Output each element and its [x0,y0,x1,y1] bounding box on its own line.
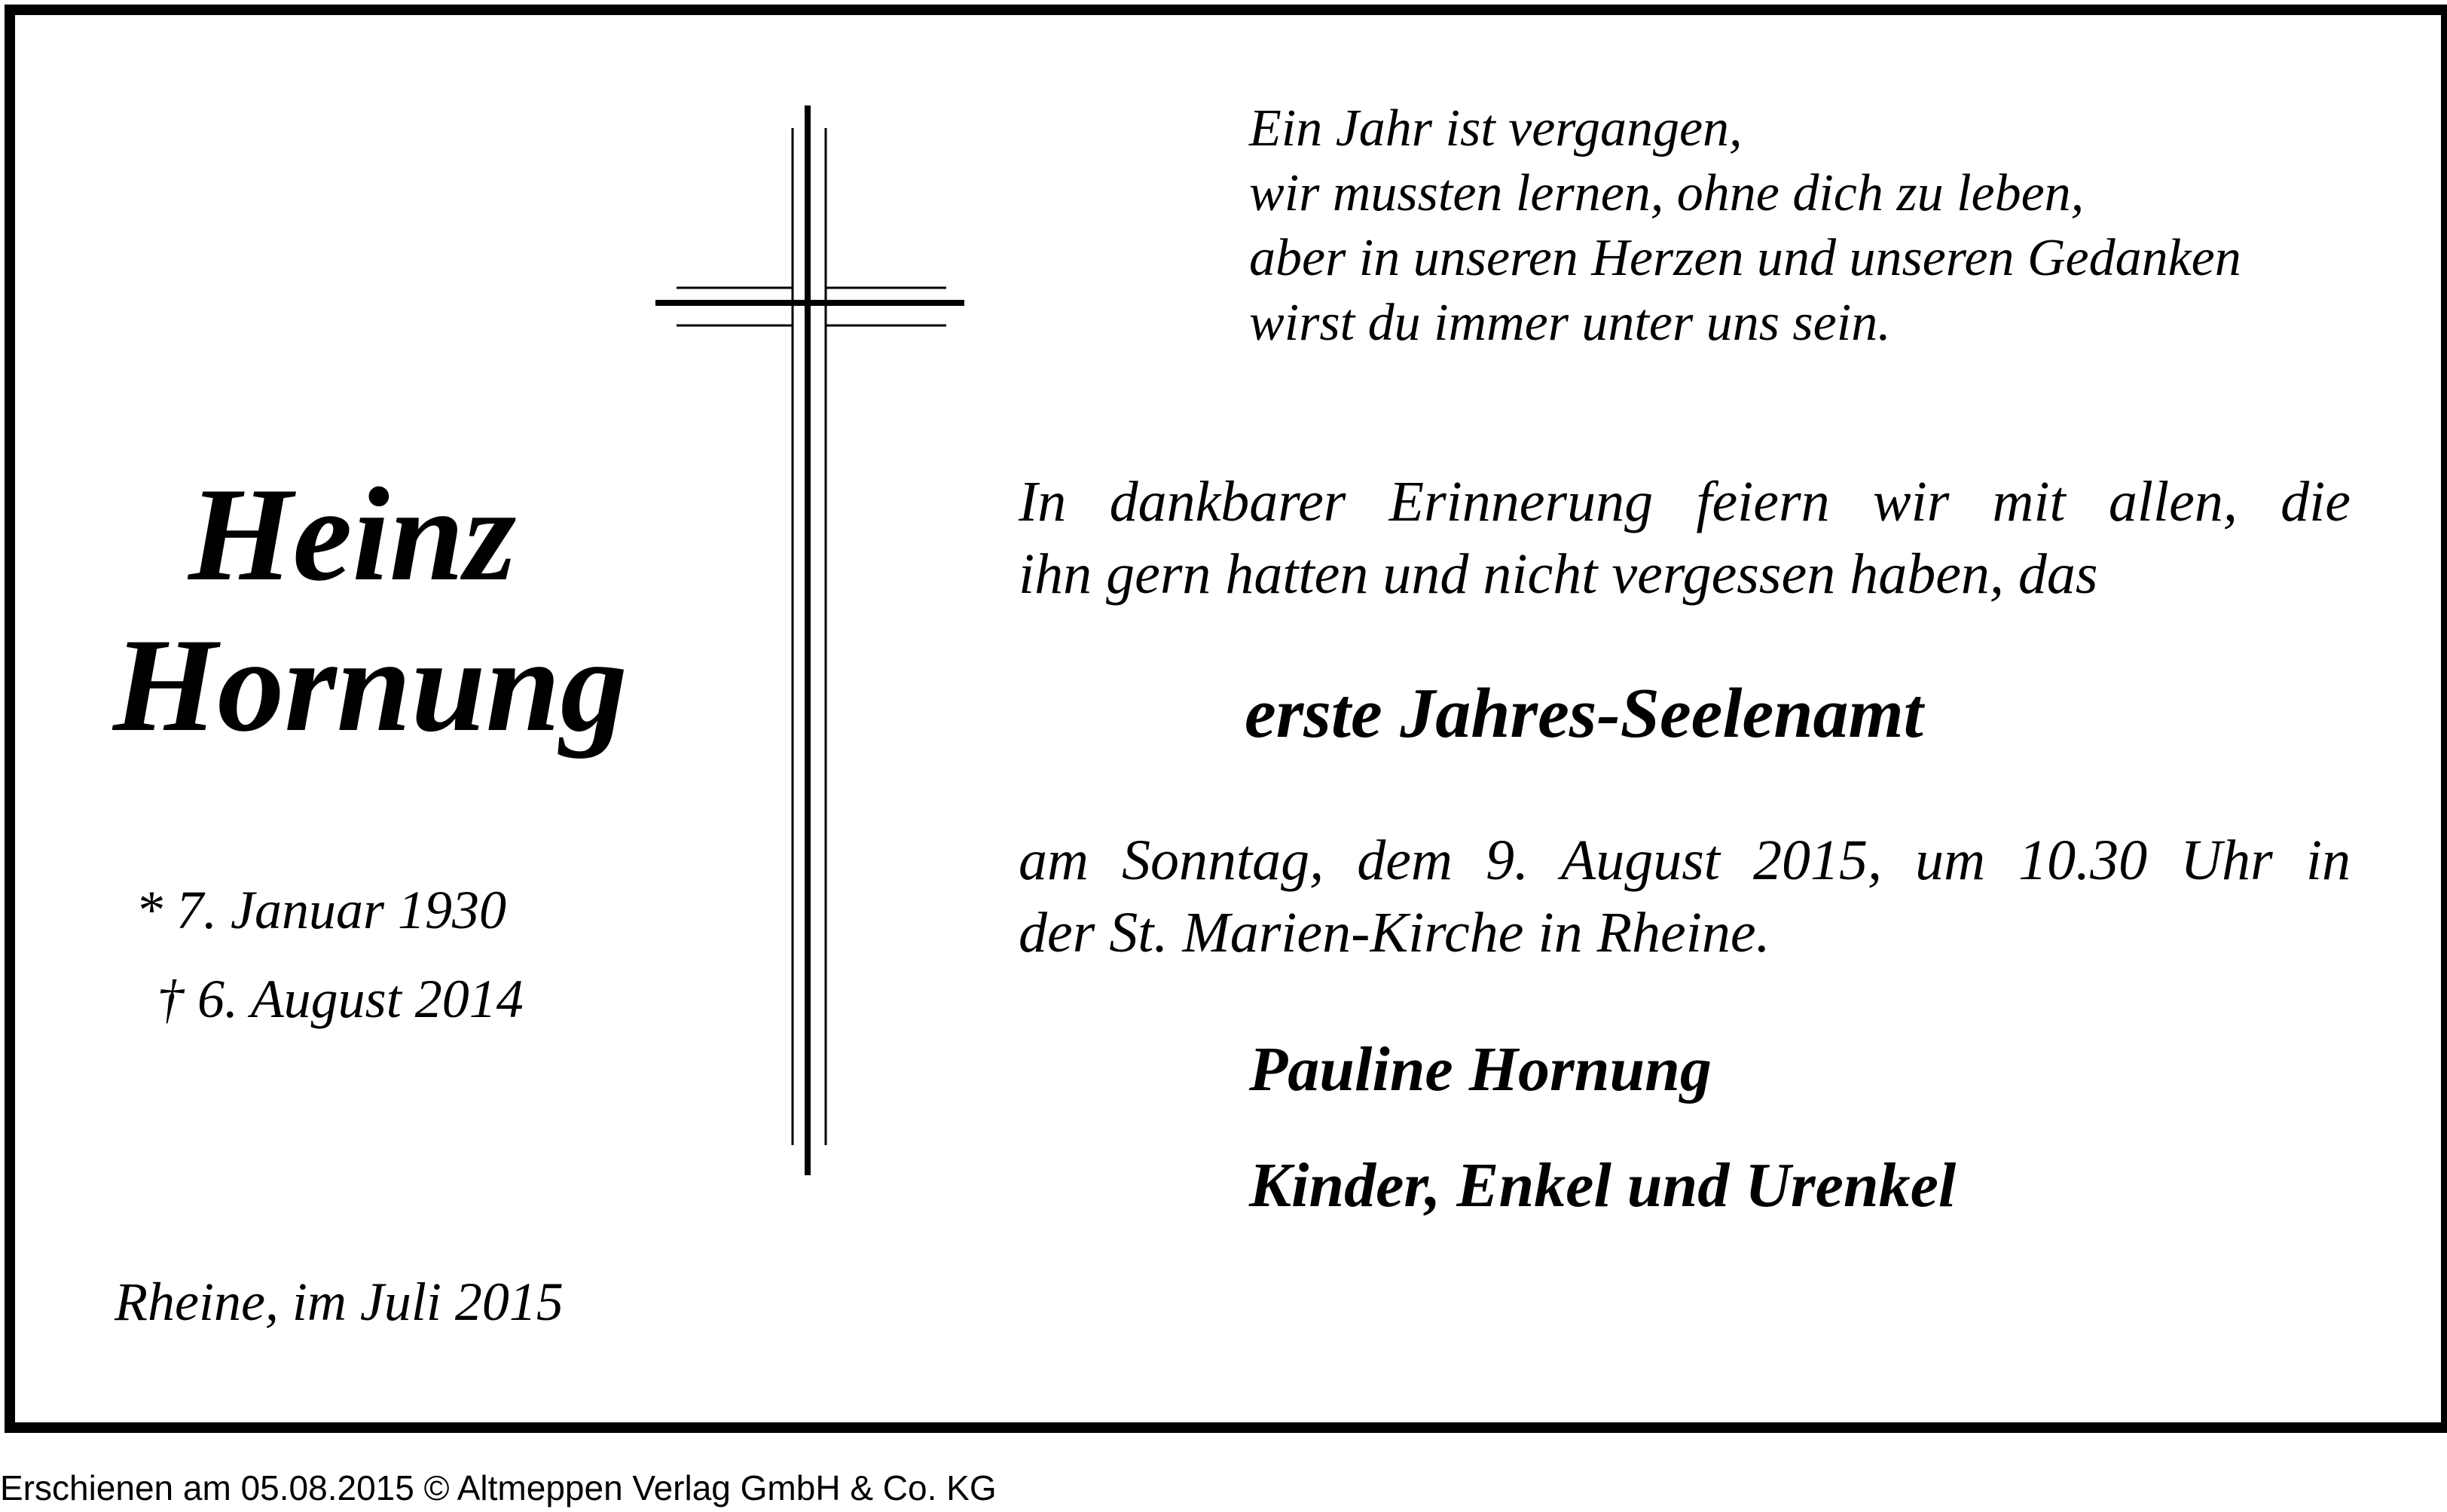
publication-footer: Erschienen am 05.08.2015 © Altmeppen Verlag GmbH & Co. KG [0,1468,997,1507]
signature-line: Kinder, Enkel und Urenkel [1249,1150,1957,1220]
poem-line: wir mussten lernen, ohne dich zu leben, [1249,164,2085,222]
deceased-first-name: Heinz [188,460,517,609]
service-details-line: am Sonntag, dem 9. August 2015, um 10.30 Uhr in [1019,829,2351,892]
signature-line: Pauline Hornung [1249,1034,1712,1104]
service-details [1019,824,2351,969]
deceased-last-name: Hornung [113,610,628,759]
cross-icon [648,105,964,1175]
poem-line: Ein Jahr ist vergangen, [1249,99,1743,157]
birth-date: * 7. Januar 1930 [136,880,506,940]
death-date: † 6. August 2014 [157,969,524,1029]
service-title: erste Jahres-Seelenamt [1245,674,1923,753]
place-and-date: Rheine, im Juli 2015 [115,1272,564,1332]
poem-line: wirst du immer unter uns sein. [1249,294,1891,352]
poem-line: aber in unseren Herzen und unseren Gedanken [1249,229,2241,287]
intro-paragraph [1019,466,2351,610]
intro-line: ihn gern hatten und nicht vergessen haben, das [1019,542,2098,606]
service-details-line: der St. Marien-Kirche in Rheine. [1019,901,1770,964]
intro-line: In dankbarer Erinnerung feiern wir mit allen, die [1019,470,2351,533]
memorial-poem [1249,96,2241,356]
